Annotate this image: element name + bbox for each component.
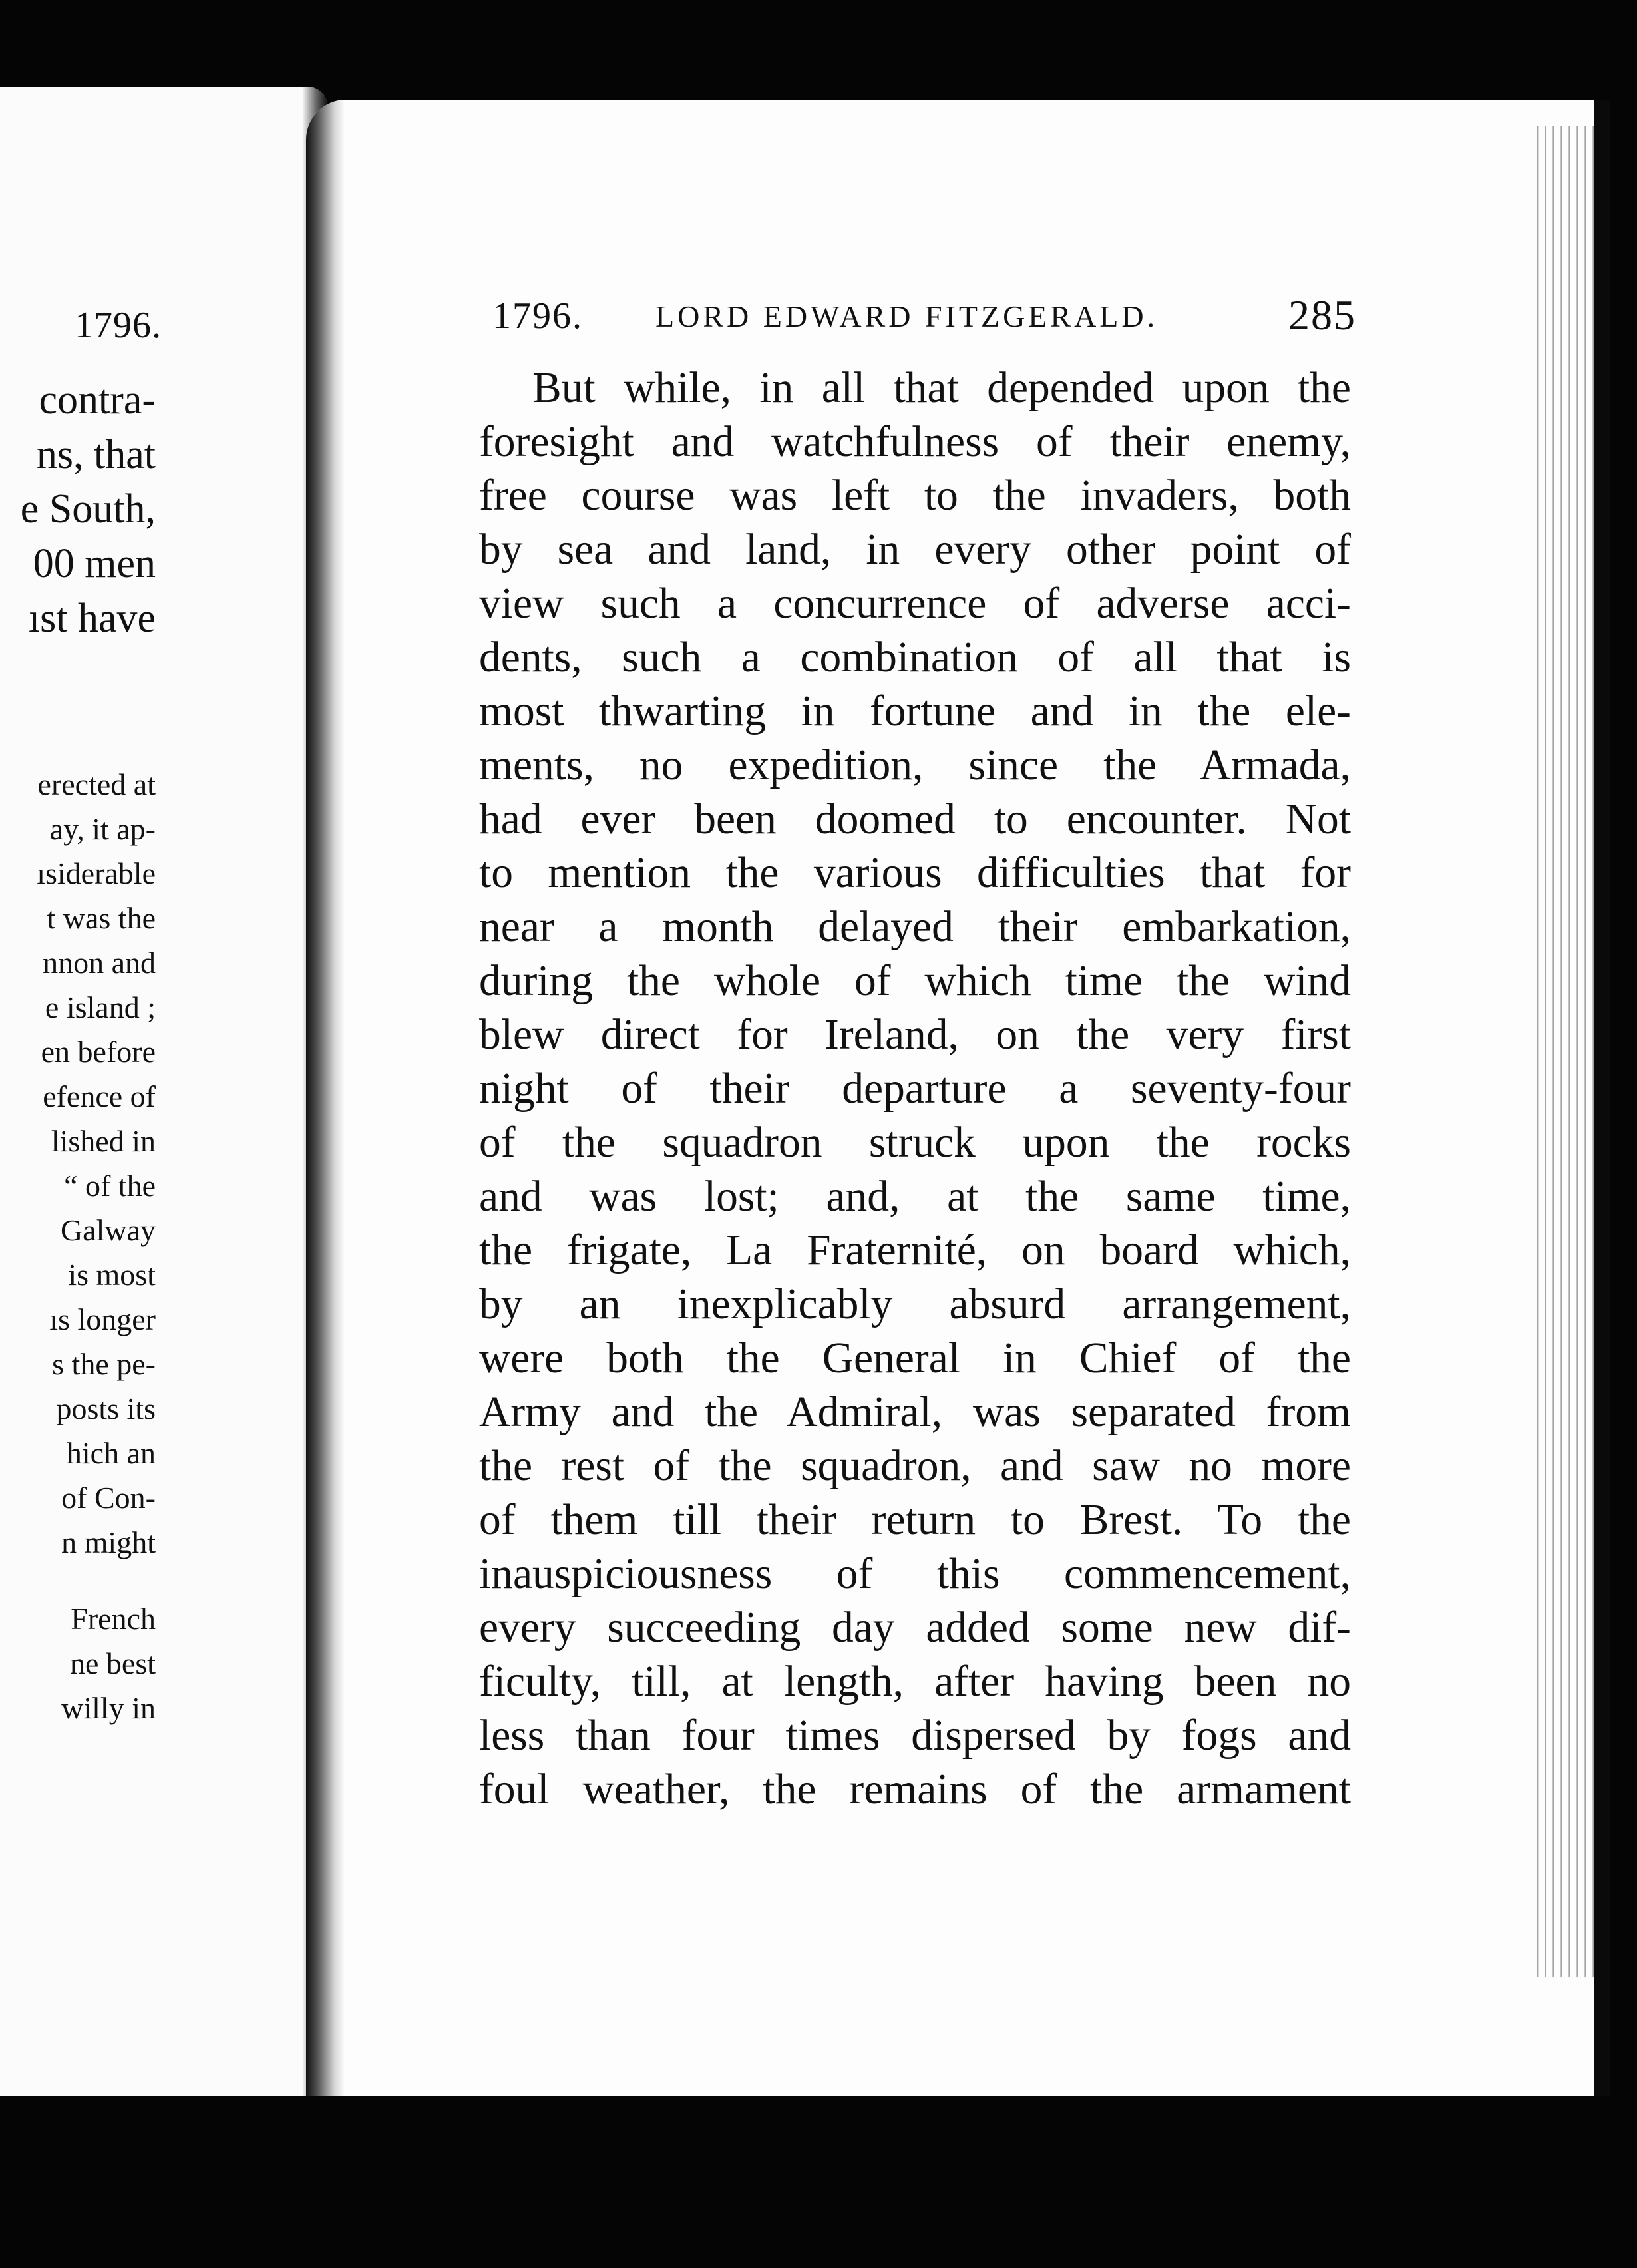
page-number: 285 xyxy=(1288,291,1356,339)
left-note-line: Galway xyxy=(60,1213,156,1247)
text-line: foresight and watchfulness of their enemy, xyxy=(479,418,1351,466)
left-note-line: “ of the xyxy=(64,1169,156,1203)
left-note-line: ısiderable xyxy=(37,856,156,890)
text-line: had ever been doomed to encounter. Not xyxy=(479,795,1351,843)
gutter-shadow xyxy=(306,100,345,2096)
left-note-line: French xyxy=(71,1602,156,1636)
left-note-line: of Con- xyxy=(61,1481,156,1515)
left-body-line: contra- xyxy=(39,377,156,423)
left-body-text xyxy=(0,373,156,646)
text-line: of them till their return to Brest. To the xyxy=(479,1496,1351,1544)
left-note-line: ay, it ap- xyxy=(49,812,156,846)
note-gap xyxy=(0,1565,156,1597)
text-line: by an inexplicably absurd arrangement, xyxy=(479,1280,1351,1328)
left-note-line: posts its xyxy=(56,1392,156,1425)
left-note-line: lished in xyxy=(51,1124,156,1158)
text-line: the frigate, La Fraternité, on board which, xyxy=(479,1227,1351,1274)
left-note-line: erected at xyxy=(37,767,156,801)
text-line: Army and the Admiral, was separated from xyxy=(479,1388,1351,1436)
page-fore-edge-border xyxy=(1594,100,1610,2096)
text-line: by sea and land, in every other point of xyxy=(479,526,1351,574)
text-line: near a month delayed their embarkation, xyxy=(479,903,1351,951)
text-line: view such a concurrence of adverse acci- xyxy=(479,580,1351,628)
left-note-line: is most xyxy=(68,1258,156,1292)
text-line: and was lost; and, at the same time, xyxy=(479,1173,1351,1221)
text-line: ments, no expedition, since the Armada, xyxy=(479,741,1351,789)
body-text xyxy=(479,361,1351,1817)
left-page xyxy=(0,87,327,2096)
left-note-line: hich an xyxy=(66,1436,156,1470)
left-note-line: n might xyxy=(61,1525,156,1559)
left-footnotes xyxy=(0,762,156,1730)
left-body-line: e South, xyxy=(20,486,156,532)
running-head-year: 1796. xyxy=(492,295,583,337)
text-line: blew direct for Ireland, on the very first xyxy=(479,1011,1351,1059)
text-line: less than four times dispersed by fogs and xyxy=(479,1712,1351,1760)
text-line: to mention the various difficulties that for xyxy=(479,849,1351,897)
left-note-line: e island ; xyxy=(45,990,156,1024)
left-body-line: 00 men xyxy=(33,541,156,586)
text-line: free course was left to the invaders, both xyxy=(479,472,1351,520)
running-head xyxy=(492,291,1358,348)
left-note-line: s the pe- xyxy=(52,1347,156,1381)
right-page xyxy=(306,100,1610,2096)
text-line: of the squadron struck upon the rocks xyxy=(479,1119,1351,1167)
left-note-line: en before xyxy=(41,1035,156,1069)
text-line: the rest of the squadron, and saw no more xyxy=(479,1442,1351,1490)
text-line: But while, in all that depended upon the xyxy=(532,364,1351,412)
text-line: night of their departure a seventy-four xyxy=(479,1065,1351,1113)
text-line: every succeeding day added some new dif- xyxy=(479,1604,1351,1652)
text-line: ficulty, till, at length, after having been no xyxy=(479,1658,1351,1706)
left-note-line: ıs longer xyxy=(49,1302,156,1336)
left-body-line: ns, that xyxy=(36,432,156,477)
text-line: during the whole of which time the wind xyxy=(479,957,1351,1005)
left-note-line: willy in xyxy=(61,1691,156,1725)
left-note-line: ne best xyxy=(69,1646,156,1680)
text-line: dents, such a combination of all that is xyxy=(479,634,1351,681)
text-line: foul weather, the remains of the armament xyxy=(479,1766,1351,1813)
left-note-line: t was the xyxy=(47,901,156,935)
left-body-line: ıst have xyxy=(28,596,156,641)
left-note-line: efence of xyxy=(43,1079,156,1113)
running-head-title: LORD EDWARD FITZGERALD. xyxy=(655,299,1159,333)
text-line: most thwarting in fortune and in the ele- xyxy=(479,687,1351,735)
text-line: were both the General in Chief of the xyxy=(479,1334,1351,1382)
left-running-head-year: 1796. xyxy=(75,305,162,346)
left-note-line: nnon and xyxy=(43,946,156,980)
text-line: inauspiciousness of this commencement, xyxy=(479,1550,1351,1598)
